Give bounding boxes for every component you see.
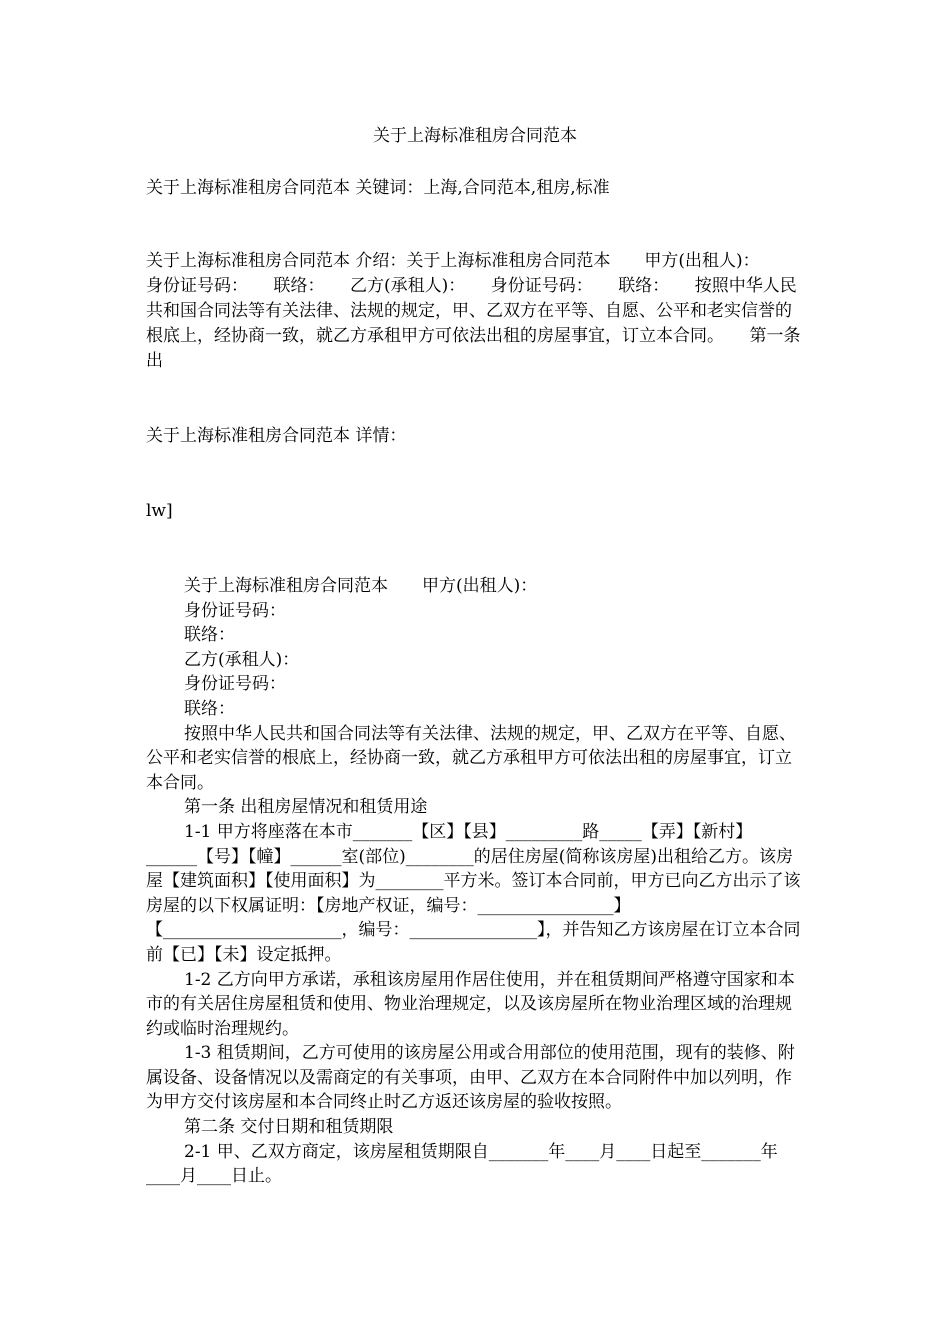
document-title: 关于上海标准租房合同范本 — [373, 126, 577, 146]
law-paragraph: 按照中华人民共和国合同法等有关法律、法规的规定，甲、乙双方在平等、自愿、公平和老实信誉的根底上，经协商一致，就乙方承租甲方可依法出租的房屋事宜，订立本合同。 — [146, 723, 796, 793]
party-a-id-line: 身份证号码： — [184, 600, 286, 621]
clause-1-2: 1-2 乙方向甲方承诺，承租该房屋用作居住使用，并在租赁期间严格遵守国家和本市的有关居住房屋租赁和使用、物业治理规定，以及该房屋所在物业治理区域的治理规约或临时治理规约。 — [146, 969, 795, 1039]
party-b-id-line: 身份证号码： — [184, 674, 286, 695]
party-a-contact-line: 联络： — [184, 625, 235, 646]
party-b-contact-line: 联络： — [184, 698, 235, 719]
party-a-line: 关于上海标准租房合同范本 甲方(出租人)： — [184, 576, 538, 596]
keywords-line: 关于上海标准租房合同范本 关键词：上海,合同范本,租房,标准 — [146, 178, 610, 198]
party-b-line: 乙方(承租人)： — [184, 649, 300, 670]
clause-1-3: 1-3 租赁期间，乙方可使用的该房屋公用或合用部位的使用范围，现有的装修、附属设备、设备情况以及需商定的有关事项，由甲、乙双方在本合同附件中加以列明，作为甲方交付该房屋和本合同终止时乙方返还该房屋的验收按照。 — [146, 1043, 795, 1113]
stray-text: lw] — [146, 501, 173, 521]
intro-paragraph: 关于上海标准租房合同范本 介绍：关于上海标准租房合同范本 甲方(出租人)： 身份证号码： 联络： 乙方(承租人)： 身份证号码： 联络： 按照中华人民共和国合同法等有关法律、法规的规定，甲、乙双方在平等、自愿、公平和老实信誉的根底上，经协商一致，就乙方承租甲方可依法出租的房屋事宜，订立本合同。 第一条出 — [146, 251, 801, 371]
article-1-heading: 第一条 出租房屋情况和租赁用途 — [184, 797, 428, 818]
article-2-heading: 第二条 交付日期和租赁期限 — [184, 1117, 394, 1138]
contract-body — [146, 574, 802, 1189]
clause-2-1: 2-1 甲、乙双方商定，该房屋租赁期限自_______年____月____日起至_______年____月____日止。 — [146, 1141, 778, 1187]
details-label: 关于上海标准租房合同范本 详情： — [146, 426, 407, 446]
clause-1-1: 1-1 甲方将座落在本市_______【区】【县】_________路_____【弄】【新村】______【号】【幢】______室(部位)________的居住房屋(简称该房屋)出租给乙方。该房屋【建筑面积】【使用面积】为________平方米。签订本合同前，甲方已向乙方出示了该房屋的以下权属证明：【房地产权证，编号：________________】【_____________________，编号：_______________】，并告知乙方该房屋在订立本合同前【已】【未】设定抵押。 — [146, 821, 801, 965]
